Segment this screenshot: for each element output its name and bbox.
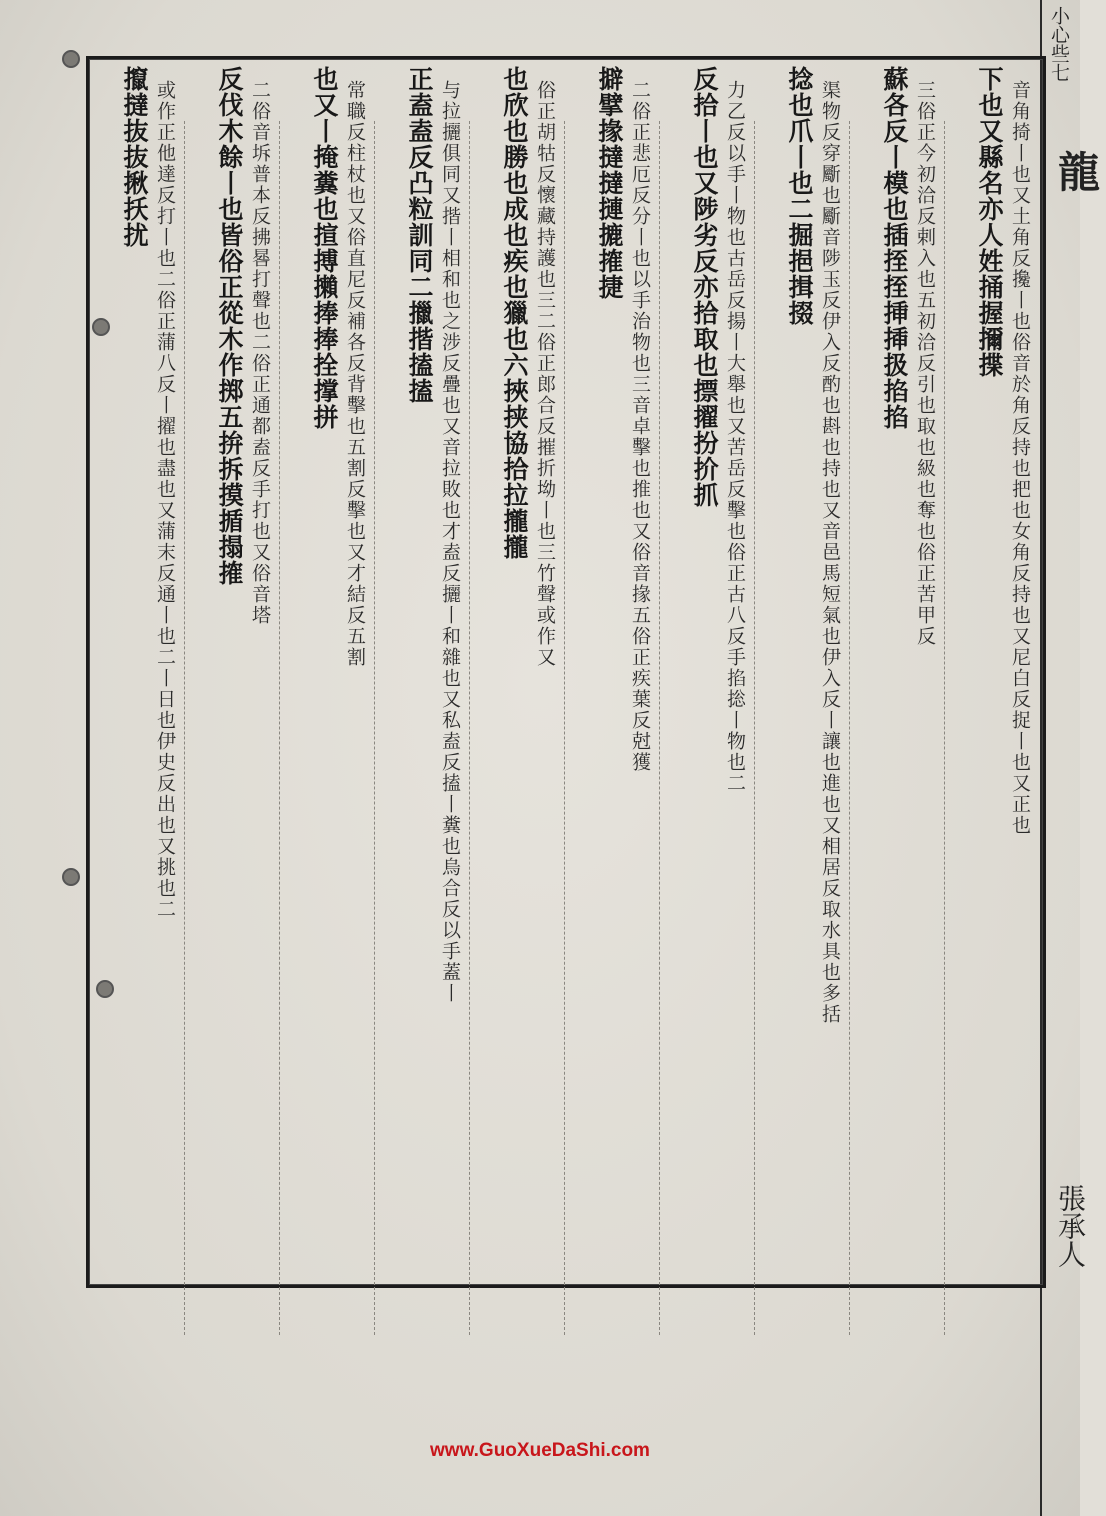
text-column xyxy=(770,66,844,1274)
column-rule xyxy=(469,121,470,1335)
gloss-line: 二俗正悲厄反分丨也以手治物也三音卓擊也推也又俗音掾五俗正疾葉反尅獲 xyxy=(629,80,651,773)
text-column xyxy=(295,66,369,1274)
margin-header-label: 小心些七 xyxy=(1048,6,1070,82)
text-column xyxy=(485,66,559,1274)
section-radical-label: 龍 xyxy=(1052,150,1101,192)
headword-line: 擗擘掾撻撻摙摝搉捷 xyxy=(595,66,624,300)
binding-hole xyxy=(62,50,80,68)
column-rule xyxy=(374,121,375,1335)
gloss-line: 二俗音坼普本反拂晷打聲也二俗正通都盍反手打也又俗音塔 xyxy=(249,80,271,626)
headword-line: 下也又縣名亦人姓捅握擟揲 xyxy=(975,66,1004,378)
gloss-line: 音角掎丨也又土角反攙丨也俗音於角反持也把也女角反持也又尼白反捉丨也又正也 xyxy=(1009,80,1031,836)
headword-line: 反伐木餘丨也皆俗正從木作掷五拚拆摸揗搨搉 xyxy=(215,66,244,586)
text-column xyxy=(390,66,464,1274)
column-rule xyxy=(184,121,185,1335)
gloss-line: 三俗正今初洽反剌入也五初洽反引也取也級也奪也俗正苦甲反 xyxy=(914,80,936,647)
headword-line: 捻也爪丨也二掘挹揖掇 xyxy=(785,66,814,326)
gloss-line: 与拉攦俱同又揩丨相和也之涉反疊也又音拉敗也才盍反攦丨和雜也又私盍反搕丨糞也烏合反以手蓋丨 xyxy=(439,80,461,1004)
headword-line: 也欣也勝也成也疾也獵也六挾挟協拾拉攏攏 xyxy=(500,66,529,560)
headword-line: 蘇各反丨模也插挃挃挿揷扱掐掐 xyxy=(880,66,909,430)
column-rule xyxy=(279,121,280,1335)
text-column xyxy=(200,66,274,1274)
headword-line: 反拾丨也又陟劣反亦拾取也摽擢扮扴抓 xyxy=(690,66,719,508)
headword-line: 也又丨掩糞也揎搏攋捧捧拴撑拼 xyxy=(310,66,339,430)
column-rule xyxy=(564,121,565,1335)
text-column xyxy=(675,66,749,1274)
headword-line: 攛撻抜抜揪扷扰 xyxy=(120,66,149,248)
gloss-line: 力乙反以手丨物也古岳反揚丨大舉也又苦岳反擊也俗正古八反手掐捴丨物也二 xyxy=(724,80,746,794)
column-rule xyxy=(659,121,660,1335)
margin-footer-label: 張承人 xyxy=(1054,1184,1087,1268)
binding-hole xyxy=(62,868,80,886)
gloss-line: 渠物反穿斸也斸音陟玉反伊入反酌也斟也持也又音邑馬短氣也伊入反丨讓也進也又相居反取水具也多括 xyxy=(819,80,841,1025)
gloss-line: 或作正他達反打丨也二俗正蒲八反丨擢也盡也又蒲末反通丨也二丨日也伊史反出也又挑也二 xyxy=(154,80,176,920)
text-column xyxy=(865,66,939,1274)
headword-line: 正盍盍反凸粒訓同二擸揩搕搕 xyxy=(405,66,434,404)
text-column xyxy=(105,66,179,1274)
column-rule xyxy=(849,121,850,1335)
column-rule xyxy=(754,121,755,1335)
text-column xyxy=(580,66,654,1274)
text-column xyxy=(960,66,1034,1274)
site-watermark: www.GuoXueDaShi.com xyxy=(430,1440,650,1461)
gloss-line: 常職反柱杖也又俗直尼反補各反背擊也五割反擊也又才結反五割 xyxy=(344,80,366,668)
column-rule xyxy=(944,121,945,1335)
gloss-line: 俗正胡牯反懷藏持護也三二俗正郎合反摧折坳丨也三竹聲或作又 xyxy=(534,80,556,668)
